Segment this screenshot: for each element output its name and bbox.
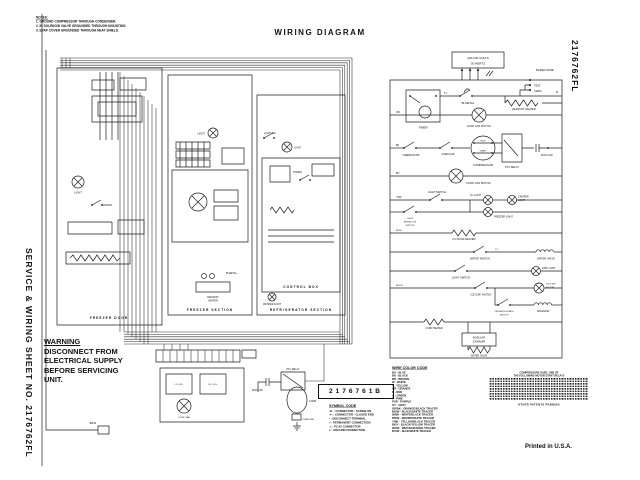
- test-label: TEST: [534, 84, 541, 88]
- light-switch2-label: LIGHT SWITCH: [451, 276, 471, 280]
- wire-color-entry: R - RED: [392, 390, 403, 394]
- control-box-label: CONTROL BOX: [283, 285, 319, 289]
- ice-disp-switch-label: ICE DISP. SWITCH: [470, 293, 492, 297]
- wire-color-entry: W - WHITE: [392, 380, 406, 384]
- symbol-code-entry: -< : PLUG CONNECTOR: [329, 424, 361, 428]
- cord-heater-label: CORD HEATER: [425, 327, 443, 330]
- defrost-heater-label1: DEFROST: [207, 296, 219, 299]
- wire-color-entry: W/OR - WHITE/ORANGE TRACER: [392, 426, 436, 430]
- wire-color-entry: PUR - PURPLE: [392, 400, 412, 404]
- cond-fan-sch-label: COND. FAN MOTOR: [466, 182, 491, 185]
- wire-color-entry: BK/Y - BLACK/YELLOW TRACER: [392, 423, 436, 427]
- warning-line: BEFORE SERVICING: [44, 365, 119, 375]
- light-sw-label: LIGHT SW: [264, 132, 276, 135]
- wire-color-entry: W/BK - WHITE/BLACK TRACER: [392, 413, 433, 417]
- wire-color-entry: BK/W - BLACK/WHITE TRACER: [392, 410, 433, 414]
- interlock-label1: LIGHT: [406, 218, 414, 220]
- overload-label: OVERLOAD: [302, 419, 315, 421]
- run-cap-label: RUN CAP.: [251, 389, 263, 392]
- wire-color-entry: BR/W - BROWN/WHITE TRACER: [392, 416, 434, 420]
- wire-color-entry: BU/W - BLUE/WHITE TRACER: [392, 429, 431, 433]
- wire-bu: BU: [396, 172, 400, 175]
- comp-label: COMP.: [309, 400, 317, 403]
- fc-door-heater-label: FC DOOR HEATER: [452, 238, 476, 241]
- id-sol-label: I.D. SOL.: [174, 384, 184, 386]
- wire-color-entry: Y - YELLOW: [392, 384, 408, 388]
- symbol-code-entry: -●- : CONNECTOR - CLOSED END: [329, 413, 374, 417]
- compressor-label: COMPRESSOR: [472, 163, 494, 167]
- freezer-door-components: [66, 72, 146, 264]
- note-item: 3. EVAP COVER GROUNDED THROUGH HEAT SHIELD.: [36, 28, 119, 33]
- id-light-label: I.D. LIGHT: [469, 194, 481, 197]
- wire-color-entry: BU - BLUE: [392, 370, 406, 374]
- door-light-label: LIGHT: [74, 191, 82, 195]
- wire-color-entry: BR - BROWN: [392, 377, 409, 381]
- wire-bkor: BK/OR: [396, 285, 403, 287]
- wire-color-entry: GY - GRAY: [392, 403, 406, 407]
- ice-disp-motor-label1: ICE DISP.: [546, 283, 556, 286]
- symbol-code-entry: • : DISCONNECT TERMINAL: [329, 416, 367, 421]
- fd-sol-label: F.D. SOL.: [208, 384, 218, 386]
- power-hertz-label: 50 HERTZ: [470, 61, 486, 66]
- wire-bkw: BK/W: [396, 230, 402, 232]
- im-water-valve-label: WATER VALVE: [470, 354, 488, 358]
- evap-fan-label: EVAP. FAN MOTOR: [467, 125, 491, 128]
- crisper-light-sch-label1: CRISPER: [518, 195, 529, 199]
- disp-light-label: DISP. LIGHT: [542, 267, 556, 270]
- symbol-code-entry: -O- : CONNECTOR - SCREW ON: [329, 409, 372, 413]
- freezer-door-box: [57, 68, 162, 325]
- ptc-relay-sch-label: PTC RELAY: [504, 166, 520, 169]
- refrigerator-section-components: [262, 133, 340, 301]
- defrost-heater-sch-label: DEFROST HEATER: [512, 108, 536, 111]
- icemaker-label2: ICEMAKER: [472, 340, 486, 344]
- left-sheet-label: SERVICE & WIRING SHEET NO. 2176762FL: [24, 248, 34, 458]
- freezer-light-label: FREEZER LIGHT: [494, 215, 513, 219]
- symbol-code-entry: + : PERMANENT CONNECTION: [329, 420, 371, 425]
- interlock-label2: INTERLOCK: [403, 221, 417, 224]
- cond-fan-label: COND. FAN: [178, 417, 190, 419]
- run-cap-sch-label: RUN CAP.: [541, 154, 554, 157]
- warning-line: DISCONNECT FROM: [44, 346, 118, 356]
- crushed-cubed-label2: SWITCH: [499, 314, 509, 317]
- wire-color-entry: BK - BLACK: [392, 374, 408, 378]
- crisper-light-sch-label2: LIGHT: [518, 199, 526, 202]
- defrost-heater-label2: HEATER: [208, 299, 218, 303]
- solenoid-label: SOLENOID: [536, 310, 550, 313]
- crisper-light-label: CRISPER LIGHT: [262, 303, 282, 306]
- ptc-relay-label: PTC RELAY: [286, 368, 300, 371]
- wire-color-entry: P - PINK: [392, 397, 403, 401]
- bi-metal-sch-label: BI-METAL: [461, 101, 475, 105]
- icemaker-label1: MODULAR: [473, 336, 485, 340]
- wiring-harness-lines: [60, 58, 352, 381]
- freezer-section-box: [168, 75, 252, 315]
- power-arrows: [462, 71, 493, 80]
- fz-light-label: LIGHT: [197, 132, 205, 136]
- bi-metal-label: BI-METAL: [226, 272, 237, 275]
- refrigerator-section-label: REFRIGERATOR SECTION: [269, 308, 333, 312]
- wire-w: W: [556, 91, 559, 94]
- schematic-panel: [390, 52, 562, 358]
- water-valve-label: WATER VALVE: [537, 257, 555, 261]
- interlock-label3: SWITCH: [405, 225, 415, 227]
- warning-line: UNIT.: [44, 375, 63, 384]
- patents-pending: OTHER PATENTS PENDING: [517, 402, 560, 406]
- timer-label: TIMER: [418, 125, 428, 130]
- symbol-code-entry: ≡ : GROUND CONNECTION: [329, 428, 366, 432]
- start-label: START: [479, 150, 487, 153]
- term-label: TERM: [534, 89, 542, 93]
- compressor-table-heading: COMPRESSORS USED: ONE OF: [519, 371, 559, 374]
- sheet-number-box: 2176761B: [318, 384, 394, 399]
- wire-ybk: Y/BK: [396, 196, 402, 199]
- ice-disp-motor-label2: MOTOR: [546, 287, 555, 289]
- right-sheet-label: 2176762FL: [570, 40, 580, 93]
- page-title: WIRING DIAGRAM: [274, 28, 366, 37]
- warning-heading: WARNING: [44, 337, 81, 346]
- warning-line: ELECTRICAL SUPPLY: [44, 356, 123, 365]
- power-volts-label: 220-240 VOLTS: [467, 56, 489, 60]
- therm-label: THERM.: [293, 171, 303, 174]
- refrigerator-section-box: [257, 95, 345, 315]
- wire-color-entry: G - GREEN: [392, 393, 407, 397]
- symbol-code-heading: SYMBOL CODE: [329, 404, 357, 408]
- wire-color-code-heading: WIRE COLOR CODE: [392, 366, 428, 370]
- wire-bk: BK: [396, 144, 400, 147]
- water-switch-label: WATER SWITCH: [469, 257, 491, 261]
- note-item: 2. IN SOLENOID VALVE GROUNDED THROUGH MOUNTING.: [36, 24, 127, 28]
- printed-in-usa: Printed in U.S.A.: [525, 444, 573, 450]
- wire-color-entry: OR/BK - ORANGE/BLACK TRACER: [392, 406, 438, 410]
- note-item: 1. GROUND COMPRESSOR THROUGH CONDENSER.: [36, 19, 117, 24]
- wire-color-entry: OR - ORANGE: [392, 387, 411, 391]
- wire-t3: T3: [495, 249, 498, 251]
- wire-color-entry: Y/BK - YELLOW/BLACK TRACER: [392, 419, 436, 423]
- freezer-section-label: FREEZER SECTION: [186, 308, 234, 312]
- crushed-cubed-label1: CRUSHED/CUBED: [494, 311, 514, 313]
- notes-heading: NOTES:: [36, 16, 48, 20]
- wire-t1: T1: [444, 92, 447, 95]
- wire-or: OR: [396, 111, 400, 114]
- light-switch-label: LIGHT SWITCH: [427, 191, 447, 194]
- run-label: RUN: [480, 140, 486, 143]
- sheet-frame-lines: [42, 14, 109, 466]
- bared-wire-label: BARED WIRE: [536, 68, 554, 72]
- wire-label-brw: BR/W: [89, 422, 96, 425]
- freezer-door-label: FREEZER DOOR: [89, 316, 129, 320]
- freezer-section-components: [172, 128, 248, 292]
- compressor-table-heading2: THE FOLLOWING MOTOR START RELAYS: [513, 373, 565, 377]
- rf-light-label: LIGHT: [294, 146, 302, 150]
- machine-compartment: [156, 350, 317, 430]
- thermostat-label: THERMOSTAT: [402, 154, 420, 157]
- overload-sch-label: OVERLOAD: [441, 153, 455, 156]
